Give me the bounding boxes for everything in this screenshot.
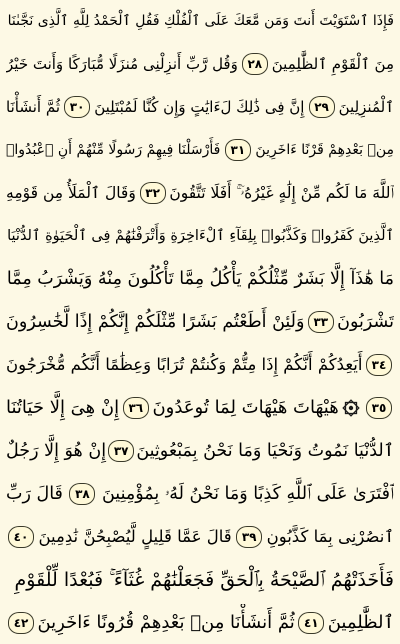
verse-text: مَا هَٰذَآ إِلَّا بَشَرٌ مِّثْلُكُمْ يَأْكُلُ مِمَّا تَأْكُلُونَ مِنْهُ وَيَشْرَبُ مِمَّا — [6, 269, 394, 289]
text-line — [6, 303, 394, 341]
verse-text: إِنْ هِىَ إِلَّا حَيَاتُنَا — [6, 397, 120, 418]
verse-text: هَيْهَاتَ هَيْهَاتَ لِمَا تُوعَدُونَ — [152, 397, 339, 418]
verse-text: وَقَالَ ٱلْمَلَأُ مِن قَوْمِهِ — [6, 184, 136, 202]
text-line — [6, 45, 394, 83]
text-line — [6, 131, 394, 169]
verse-text: إِنَّ فِى ذَٰلِكَ لَءَايَٰتٍ وَإِن كُنَّا لَمُبْتَلِينَ — [94, 98, 305, 116]
ayah-number-marker: ٢٩ — [309, 96, 335, 118]
verse-text: تَشْرَبُونَ — [337, 312, 394, 332]
ayah-number-marker: ٤٢ — [8, 612, 34, 634]
verse-text: ٱفْتَرَىٰ عَلَى ٱللَّهِ كَذِبًا وَمَا نَحْنُ لَهُۥ بِمُؤْمِنِينَ — [101, 484, 394, 504]
ayah-number-marker: ٣٩ — [236, 526, 262, 548]
text-line — [6, 174, 394, 212]
verse-text: ٱللَّهَ مَا لَكُم مِّنْ إِلَٰهٍ غَيْرُهُۥٓ ۚ أَفَلَا تَتَّقُونَ — [169, 184, 394, 202]
ayah-number-marker: ٤١ — [298, 612, 324, 634]
text-line — [6, 88, 394, 126]
verse-text: إِنْ هُوَ إِلَّا رَجُلٌ — [6, 441, 107, 461]
text-line — [6, 475, 394, 513]
verse-text: ثُمَّ أَنشَأْنَا — [6, 98, 61, 116]
text-line — [6, 217, 394, 255]
text-line — [6, 389, 394, 427]
ayah-number-marker: ٣٠ — [64, 96, 90, 118]
text-line — [6, 260, 394, 298]
ayah-number-marker: ٤٠ — [8, 526, 34, 548]
verse-text: قَالَ رَبِّ — [6, 484, 63, 504]
verse-text: فَأَرْسَلْنَا فِيهِمْ رَسُولًا مِّنْهُمْ أَنِ ٱعْبُدُوا۟ — [6, 142, 221, 158]
ayah-number-marker: ٢٨ — [242, 53, 268, 75]
verse-text: وَلَئِنْ أَطَعْتُم بَشَرًا مِّثْلَكُمْ إِنَّكُمْ إِذًا لَّخَٰسِرُونَ — [6, 312, 305, 332]
text-line — [6, 2, 394, 40]
ayah-number-marker: ٣٧ — [108, 440, 134, 462]
verse-text: فَأَخَذَتْهُمُ ٱلصَّيْحَةُ بِٱلْحَقِّ فَجَعَلْنَٰهُمْ غُثَآءً ۚ فَبُعْدًا لِّلْقَوْمِ — [14, 569, 394, 591]
text-line — [6, 432, 394, 470]
ayah-number-marker: ٣٥ — [366, 397, 392, 419]
verse-text: مِنَ ٱلْقَوْمِ ٱلظَّٰلِمِينَ — [271, 55, 394, 73]
rub-el-hizb-icon — [342, 399, 360, 417]
verse-text: ثُمَّ أَنشَأْنَا مِنۢ بَعْدِهِمْ قُرُونًا ءَاخَرِينَ — [37, 612, 295, 633]
ayah-number-marker: ٣٤ — [366, 354, 392, 376]
ayah-number-marker: ٣٨ — [69, 483, 95, 505]
verse-text: فَإِذَا ٱسْتَوَيْتَ أَنتَ وَمَن مَّعَكَ عَلَى ٱلْفُلْكِ فَقُلِ ٱلْحَمْدُ لِلَّهِ ٱلَّذِى نَجَّىٰنَا — [7, 13, 394, 29]
verse-text: ٱلظَّٰلِمِينَ — [327, 612, 394, 633]
verse-text: ٱلَّذِينَ كَفَرُوا۟ وَكَذَّبُوا۟ بِلِقَآءِ ٱلْءَاخِرَةِ وَأَتْرَفْنَٰهُمْ فِى ٱلْحَيَوٰةِ ٱلدُّنْيَا — [7, 228, 394, 244]
ayah-number-marker: ٣٣ — [308, 311, 334, 333]
ayah-number-marker: ٣٦ — [123, 397, 149, 419]
ayah-number-marker: ٣١ — [225, 139, 251, 161]
verse-text: قَالَ عَمَّا قَلِيلٍ لَّيُصْبِحُنَّ نَٰدِمِينَ — [38, 527, 232, 546]
verse-text: ٱنصُرْنِى بِمَا كَذَّبُونِ — [266, 527, 394, 546]
verse-text: مِنۢ بَعْدِهِمْ قَرْنًا ءَاخَرِينَ — [255, 142, 394, 158]
verse-text: وَقُل رَّبِّ أَنزِلْنِى مُنزَلًا مُّبَارَكًا وَأَنتَ خَيْرُ — [6, 55, 238, 73]
verse-text: أَيَعِدُكُمْ أَنَّكُمْ إِذَا مِتُّمْ وَكُنتُمْ تُرَابًا وَعِظَٰمًا أَنَّكُم مُّخْرَجُونَ — [6, 355, 363, 374]
text-line — [6, 346, 394, 384]
text-line — [6, 518, 394, 556]
verse-text: ٱلدُّنْيَا نَمُوتُ وَنَحْيَا وَمَا نَحْنُ بِمَبْعُوثِينَ — [136, 441, 394, 461]
ayah-number-marker: ٣٢ — [140, 182, 166, 204]
text-line — [6, 604, 394, 642]
verse-text: ٱلْمُنزِلِينَ — [338, 98, 394, 116]
text-line — [6, 561, 394, 599]
